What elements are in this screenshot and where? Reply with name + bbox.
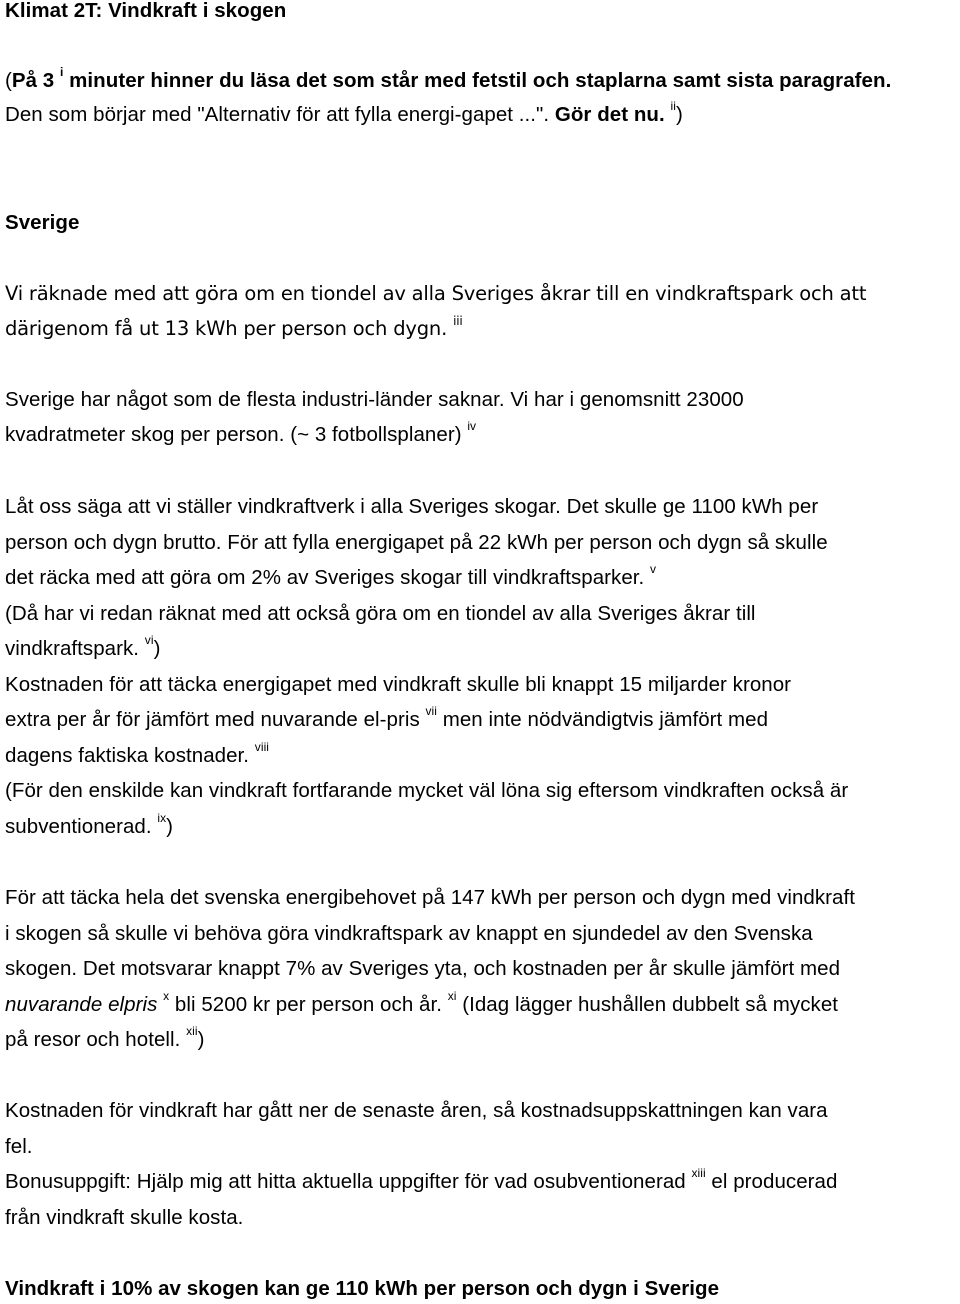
intro-line-1 [5,65,892,94]
vindkraftverk-line-7: extra per år för jämfört med nuvarande el-pris $^{vii}$ men inte nödvändigtvis jämfört med [5,704,769,731]
footnote-ref-xiii[interactable]: xiii [691,1166,706,1181]
vindkraftverk-line-1: Låt oss säga att vi ställer vindkraftverk i alla Sveriges skogar. Det skulle ge 1100 kWh per [5,495,819,518]
footnote-ref-x[interactable]: x [163,989,170,1004]
hela-line-3: skogen. Det motsvarar knappt 7% av Sveriges yta, och kostnaden per år skulle jämfört med [5,957,841,980]
section-heading-sverige: Sverige [5,211,80,234]
footnote-ref-vi[interactable]: vi [144,633,154,648]
footnote-ref-viii[interactable]: viii [254,740,269,755]
akrar-line-2: därigenom få ut 13 kWh per person och dygn. $^{iii}$ [5,313,463,340]
footnote-ref-iv[interactable]: iv [467,419,477,434]
vindkraftverk-line-6: Kostnaden för att täcka energigapet med vindkraft skulle bli knappt 15 miljarder kronor [5,673,792,696]
nuvarande-elpris-italic: nuvarande elpris [5,993,158,1016]
footnote-ref-v[interactable]: v [650,562,657,577]
intro-bold-text: På 3 $^i$ minuter hinner du läsa det som står med fetstil och staplarna samt sista paragrafen. [11,65,892,92]
bonus-line-1: Bonusuppgift: Hjälp mig att hitta aktuella uppgifter för vad osubventionerad $^{xiii}$ el producerad [5,1166,838,1193]
vindkraftverk-line-5: vindkraftspark. $^{vi}$) [5,633,161,660]
bonus-line-2: från vindkraft skulle kosta. [5,1206,244,1229]
footnote-ref-i[interactable]: i [60,65,64,80]
hela-line-4: nuvarande elpris $^x$ bli 5200 kr per person och år. $^{xi}$ (Idag lägger hushållen dubbelt så mycket [5,989,839,1016]
hela-line-5: på resor och hotell. $^{xii}$) [5,1024,205,1051]
vindkraftverk-line-3: det räcka med att göra om 2% av Sveriges skogar till vindkraftsparker. $^v$ [5,562,657,589]
kostnad-line-2: fel. [5,1135,33,1158]
akrar-line-1: Vi räknade med att göra om en tiondel av alla Sveriges åkrar till en vindkraftspark och att [5,282,867,305]
vindkraftverk-line-9: (För den enskilde kan vindkraft fortfarande mycket väl löna sig eftersom vindkraften också är [5,779,849,802]
intro-line-2: Den som börjar med "Alternativ för att fylla energi-gapet ...". Gör det nu. $^{ii}$) [5,99,683,126]
vindkraftverk-line-8: dagens faktiska kostnader. $^{viii}$ [5,740,269,767]
kostnad-line-1: Kostnaden för vindkraft har gått ner de senaste åren, så kostnadsuppskattningen kan vara [5,1099,828,1122]
footnote-ref-xii[interactable]: xii [186,1024,198,1039]
vindkraftverk-line-10: subventionerad. $^{ix}$) [5,811,174,838]
vindkraftverk-line-2: person och dygn brutto. För att fylla energigapet på 22 kWh per person och dygn så skulle [5,531,828,554]
intro-paren-open: ( [5,69,12,92]
skog-line-2: kvadratmeter skog per person. (~ 3 fotbollsplaner) $^{iv}$ [5,419,477,446]
footnote-ref-iii[interactable]: iii [453,313,463,328]
footnote-ref-xi[interactable]: xi [447,989,457,1004]
footnote-ref-vii[interactable]: vii [425,704,437,719]
footnote-ref-ii[interactable]: ii [670,99,676,114]
vindkraftverk-line-4: (Då har vi redan räknat med att också göra om en tiondel av alla Sveriges åkrar till [5,602,756,625]
skog-line-1: Sverige har något som de flesta industri-länder saknar. Vi har i genomsnitt 23000 [5,388,744,411]
footnote-ref-ix[interactable]: ix [157,811,167,826]
intro-do-it-now: Gör det nu. [554,103,665,126]
conclusion-heading: Vindkraft i 10% av skogen kan ge 110 kWh per person och dygn i Sverige [5,1277,720,1300]
hela-line-1: För att täcka hela det svenska energibehovet på 147 kWh per person och dygn med vindkraft [5,886,855,909]
hela-line-2: i skogen så skulle vi behöva göra vindkraftspark av knappt en sjundedel av den Svenska [5,922,813,945]
document-title: Klimat 2T: Vindkraft i skogen [5,0,287,22]
